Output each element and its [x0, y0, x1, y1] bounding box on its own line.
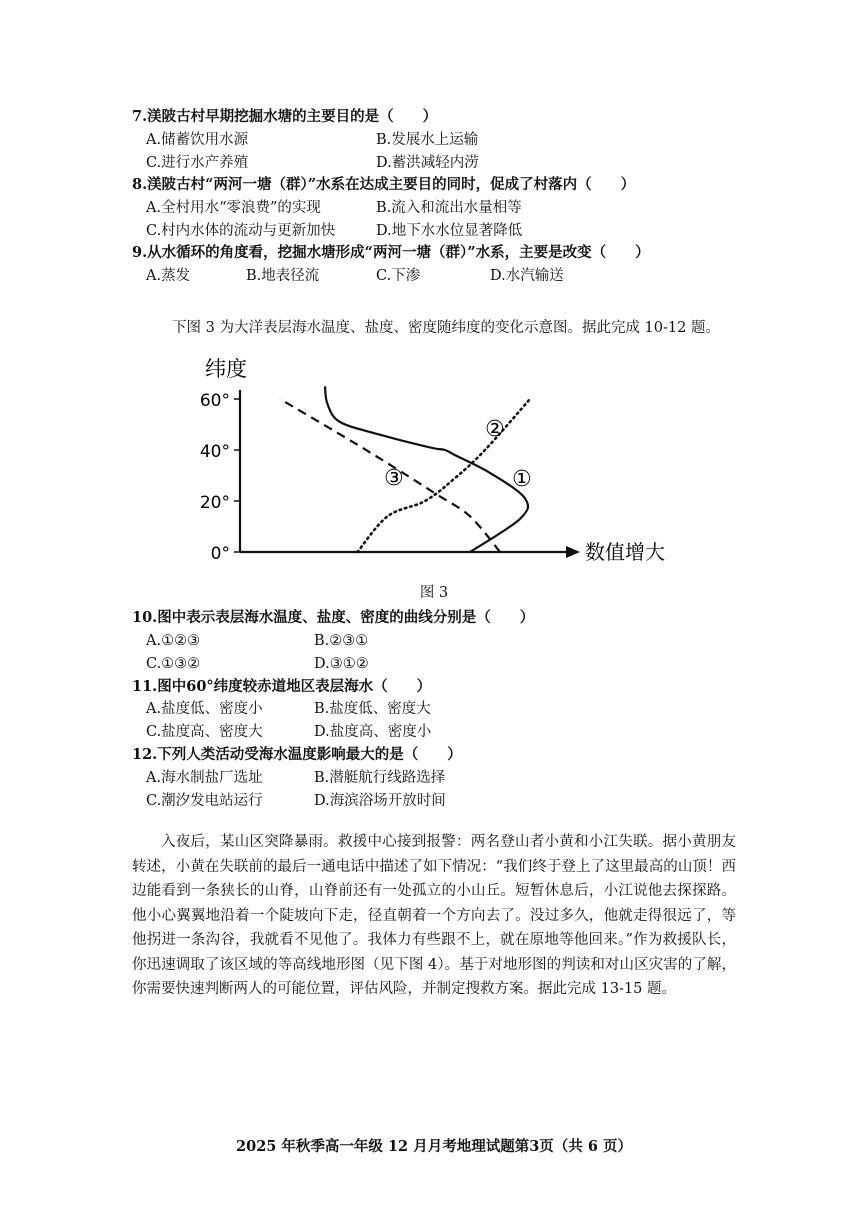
curve-label-2: ② — [485, 417, 505, 442]
y-tick-label-40: 40° — [199, 442, 230, 462]
question-8-option-b: B.流入和流出水量相等 — [376, 200, 522, 216]
x-axis-arrow — [566, 546, 580, 558]
question-9-option-d: D.水汽输送 — [490, 268, 564, 284]
y-tick-label-20: 20° — [199, 493, 230, 513]
question-9-option-a: A.蒸发 — [146, 268, 191, 284]
figure-intro: 下图 3 为大洋表层海水温度、盐度、密度随纬度的变化示意图。据此完成 10-12 题。 — [172, 320, 720, 336]
question-9-option-b: B.地表径流 — [246, 268, 320, 284]
page-footer: 2025 年秋季高一年级 12 月月考地理试题第3页（共 6 页） — [236, 1138, 632, 1155]
figure-3-caption: 图 3 — [419, 585, 449, 601]
question-8-option-c: C.村内水体的流动与更新加快 — [146, 223, 336, 239]
question-8-stem: 8.渼陂古村“两河一塘（群）”水系在达成主要目的同时，促成了村落内（ ） — [132, 176, 636, 193]
figure-3-chart — [0, 0, 868, 600]
y-tick-label-60: 60° — [199, 391, 230, 411]
question-12-option-d: D.海滨浴场开放时间 — [314, 793, 446, 809]
question-11-stem: 11.图中60°纬度较赤道地区表层海水（ ） — [132, 678, 432, 695]
curve-label-3: ③ — [384, 466, 404, 491]
question-12-stem: 12.下列人类活动受海水温度影响最大的是（ ） — [132, 746, 462, 763]
question-7-option-d: D.蓄洪减轻内涝 — [376, 155, 479, 171]
question-12-option-b: B.潜艇航行线路选择 — [314, 770, 446, 786]
question-8-option-d: D.地下水水位显著降低 — [376, 223, 523, 239]
question-12-option-a: A.海水制盐厂选址 — [146, 770, 263, 786]
curve-1-solid — [325, 386, 528, 552]
y-ticks — [200, 391, 240, 564]
question-11-option-a: A.盐度低、密度小 — [146, 701, 263, 717]
rescue-passage — [132, 830, 736, 1002]
x-axis-label: 数值增大 — [585, 540, 665, 564]
y-axis-label: 纬度 — [205, 357, 247, 381]
question-7-option-a: A.储蓄饮用水源 — [146, 132, 249, 148]
question-10-option-c: C.①③② — [146, 656, 201, 672]
question-7-stem: 7.渼陂古村早期挖掘水塘的主要目的是（ ） — [132, 108, 438, 125]
question-11-option-d: D.盐度高、密度小 — [314, 724, 432, 740]
question-8-option-a: A.全村用水“零浪费”的实现 — [146, 200, 321, 216]
question-10-stem: 10.图中表示表层海水温度、盐度、密度的曲线分别是（ ） — [132, 609, 535, 626]
y-tick-label-0: 0° — [210, 544, 230, 564]
question-7-option-c: C.进行水产养殖 — [146, 155, 249, 171]
question-10-option-b: B.②③① — [314, 633, 369, 649]
question-11-option-c: C.盐度高、密度大 — [146, 724, 263, 740]
question-12-option-c: C.潮汐发电站运行 — [146, 793, 263, 809]
question-10-option-a: A.①②③ — [146, 633, 201, 649]
question-11-option-b: B.盐度低、密度大 — [314, 701, 431, 717]
question-10-option-d: D.③①② — [314, 656, 369, 672]
curve-label-1: ① — [512, 467, 532, 492]
question-9-stem: 9.从水循环的角度看，挖掘水塘形成“两河一塘（群）”水系，主要是改变（ ） — [132, 244, 650, 261]
question-9-option-c: C.下渗 — [376, 268, 421, 284]
question-7-option-b: B.发展水上运输 — [376, 132, 479, 148]
rescue-passage-text: 入夜后，某山区突降暴雨。救援中心接到报警：两名登山者小黄和小江失联。据小黄朋友转述，小黄在失联前的最后一通电话中描述了如下情况：“我们终于登上了这里最高的山顶！西边能看到一条狭长的山脊，山脊前还有一处孤立的小山丘。短暂休息后，小江说他去探探路。他小心翼翼地沿着一个陡坡向下走，径直朝着一个方向去了。没过多久，他就走得很远了，等他拐进一条沟谷，我就看不见他了。我体力有些跟不上，就在原地等他回来。”作为救援队长，你迅速调取了该区域的等高线地形图（见下图 4）。基于对地形图的判读和对山区灾害的了解，你需要快速判断两人的可能位置，评估风险，并制定搜救方案。据此完成 13-15 题。 — [132, 834, 736, 997]
